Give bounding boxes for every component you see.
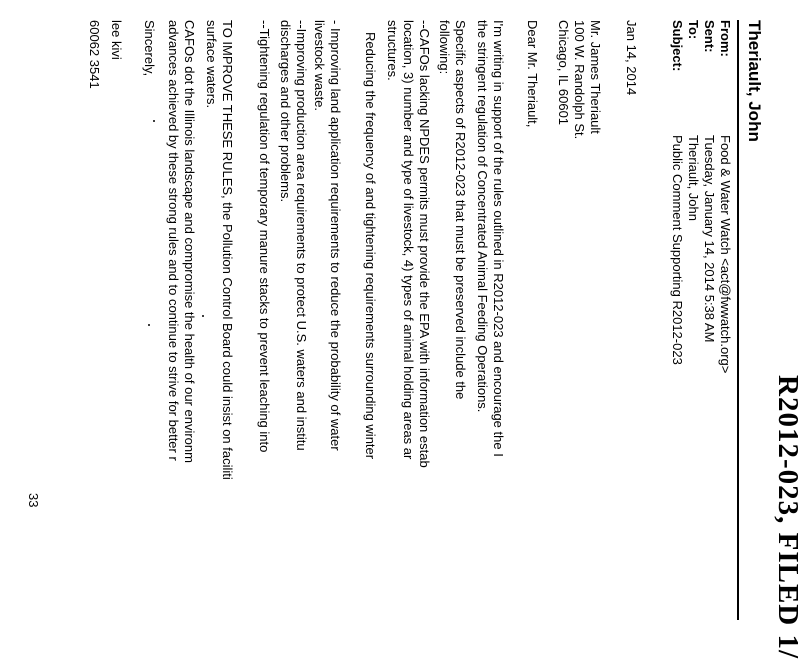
list-item-npdes bbox=[384, 20, 432, 640]
text-line: the stringent regulation of Concentrated Animal Feeding Operations. bbox=[475, 20, 490, 413]
text-line: CAFOs dot the Illinois landscape and compromise the health of our environm bbox=[182, 20, 197, 463]
text-line: - Improving land application requirements to reduce the probability of water bbox=[328, 20, 343, 451]
signer-zip: 60062 3541 bbox=[87, 20, 102, 89]
letter-date: Jan 14, 2014 bbox=[624, 20, 639, 96]
from-label: From: bbox=[718, 20, 733, 57]
scan-speck bbox=[148, 324, 150, 326]
text-line: TO IMPROVE THESE RULES, the Pollution Control Board could insist on faciliti bbox=[220, 20, 235, 480]
paragraph-landscape bbox=[165, 20, 197, 640]
text-line: livestock waste. bbox=[312, 20, 327, 112]
paragraph-support bbox=[474, 20, 506, 640]
subject-label: Subject: bbox=[670, 20, 685, 72]
filing-stamp: R2012-023, FILED 1/ bbox=[772, 375, 804, 659]
text-line: --Improving production area requirements to protect U.S. waters and institu bbox=[294, 20, 309, 451]
scan-speck bbox=[202, 315, 204, 317]
list-item-winter: Reducing the frequency of and tightening requirements surrounding winter bbox=[363, 32, 378, 460]
address-line: Mr. James Theriault bbox=[588, 20, 603, 134]
text-line: discharges and other problems. bbox=[278, 20, 293, 203]
list-item-manure-stacks: --Tightening regulation of temporary manure stacks to prevent leaching into bbox=[257, 20, 272, 453]
page-number: 33 bbox=[26, 493, 41, 508]
text-line: --CAFOs lacking NPDES permits must provide the EPA with information estab bbox=[417, 20, 432, 468]
recipient-address bbox=[555, 20, 603, 420]
closing: Sincerely, bbox=[142, 20, 157, 77]
text-line: following: bbox=[437, 20, 452, 75]
text-line: structures. bbox=[385, 20, 400, 81]
subject-value: Public Comment Supporting R2012-023 bbox=[670, 135, 685, 365]
paragraph-aspects bbox=[436, 20, 468, 640]
list-item-production-area bbox=[277, 20, 309, 640]
sent-value: Tuesday, January 14, 2014 5:38 AM bbox=[702, 135, 717, 343]
text-line: surface waters. bbox=[204, 20, 219, 109]
text-line: I'm writing in support of the rules outlined in R2012-023 and encourage the I bbox=[491, 20, 506, 457]
address-line: Chicago, IL 60601 bbox=[556, 20, 571, 126]
header-rule bbox=[737, 20, 739, 620]
list-item-land-application bbox=[311, 20, 343, 640]
to-value: Theriault, John bbox=[686, 135, 701, 221]
text-line: advances achieved by these strong rules and to continue to strive for better r bbox=[166, 20, 181, 461]
sender-name: Theriault, John bbox=[745, 20, 764, 142]
from-value: Food & Water Watch <act@fwwatch.org> bbox=[718, 135, 733, 374]
to-label: To: bbox=[686, 20, 701, 40]
text-line: location, 3) number and type of livestock, 4) types of animal holding areas ar bbox=[401, 20, 416, 460]
paragraph-improve bbox=[203, 20, 235, 640]
salutation: Dear Mr. Theriault, bbox=[525, 20, 540, 128]
signer-name: lee kivi bbox=[109, 20, 124, 60]
sent-label: Sent: bbox=[702, 20, 717, 53]
scan-speck bbox=[153, 120, 155, 122]
text-line: Specific aspects of R2012-023 that must be preserved include the bbox=[453, 20, 468, 400]
address-line: 100 W. Randolph St. bbox=[572, 20, 587, 140]
